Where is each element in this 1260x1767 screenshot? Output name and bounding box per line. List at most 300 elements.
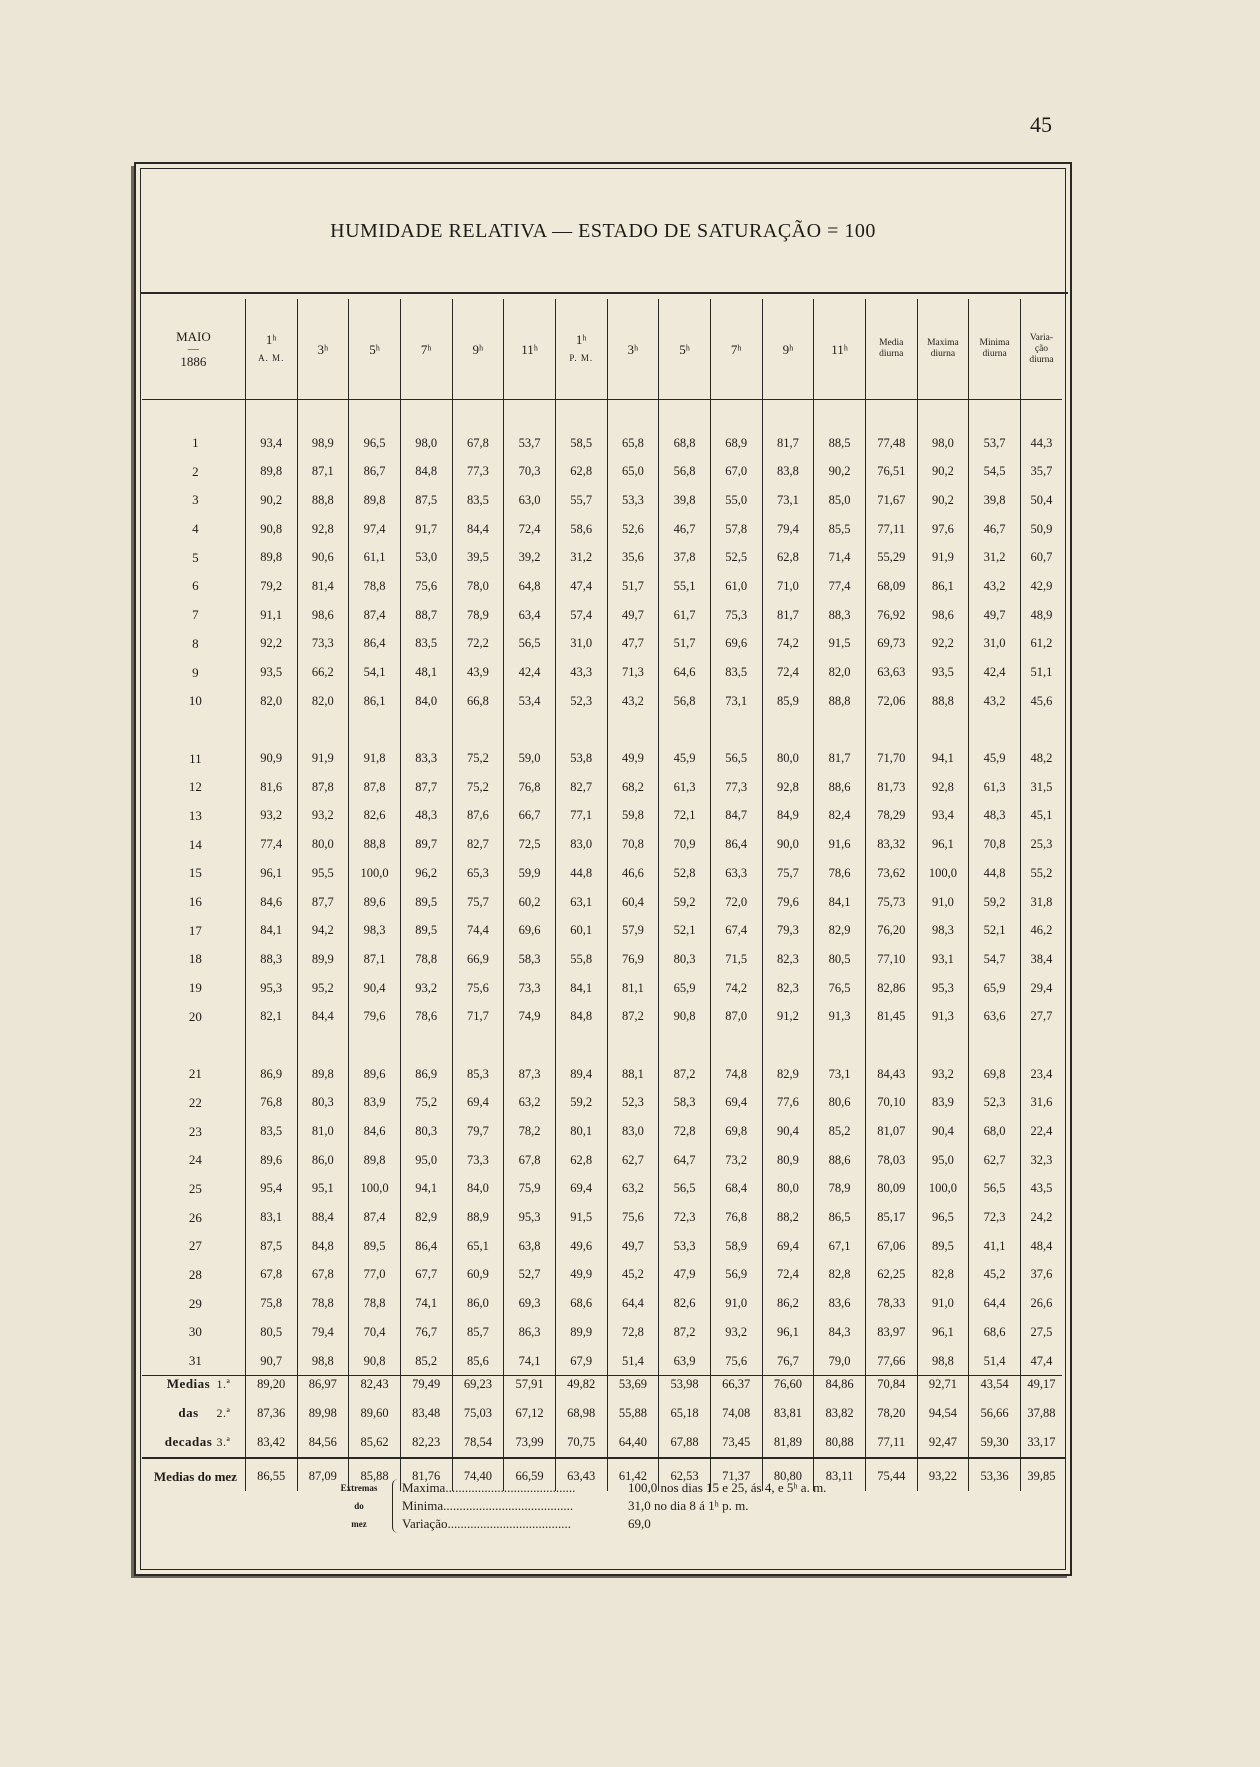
table-cell: 80,0 [762,744,814,773]
table-cell: 81,7 [762,601,814,630]
table-cell: 46,2 [1020,916,1062,945]
table-cell: 69,4 [452,1089,504,1118]
table-cell: 72,8 [607,1318,659,1347]
table-cell: 67,8 [452,429,504,458]
table-row [142,687,1062,716]
table-cell: 89,5 [349,1232,401,1261]
table-cell: 81,07 [865,1117,917,1146]
day-number: 13 [188,807,202,823]
table-cell: 75,44 [865,1462,917,1491]
table-cell: 84,8 [555,1002,607,1031]
table-cell: 95,1 [297,1175,349,1204]
table-cell: 98,9 [297,429,349,458]
table-cell: 60,9 [452,1261,504,1290]
table-cell: 78,33 [865,1289,917,1318]
table-row [142,486,1062,515]
table-cell: 85,7 [452,1318,504,1347]
gap-cell [504,1031,556,1060]
media-diurna-header: Media diurna [865,299,917,400]
table-cell: 70,9 [659,830,711,859]
table-cell: 93,1 [917,945,969,974]
table-cell: 63,2 [607,1175,659,1204]
table-cell: 73,45 [710,1434,762,1463]
gap-cell [917,716,969,745]
table-cell: 73,1 [814,1060,866,1089]
table-cell: 80,3 [400,1117,452,1146]
table-cell: 75,9 [504,1175,556,1204]
extreme-variacao: Variação...................................... 69,0 [402,1516,651,1531]
table-cell: 78,6 [400,1002,452,1031]
table-cell: 61,1 [349,543,401,572]
table-cell: 31,5 [1020,773,1062,802]
table-cell: 82,23 [400,1434,452,1463]
table-cell: 77,0 [349,1261,401,1290]
table-row [142,859,1062,888]
table-cell: 82,7 [555,773,607,802]
table-cell: 89,6 [245,1146,297,1175]
table-cell: 50,9 [1020,515,1062,544]
table-cell: 79,4 [762,515,814,544]
table-cell: 81,45 [865,1002,917,1031]
table-cell: 90,4 [917,1117,969,1146]
table-cell: 59,2 [659,888,711,917]
table-cell: 53,8 [555,744,607,773]
table-cell: 76,8 [710,1203,762,1232]
table-cell: 86,2 [762,1289,814,1318]
table-cell: 98,3 [917,916,969,945]
table-cell: 86,97 [297,1376,349,1405]
gap-cell [400,716,452,745]
table-cell: 31,2 [969,543,1021,572]
table-row [142,1146,1062,1175]
table-cell: 41,1 [969,1232,1021,1261]
table-cell: 82,8 [917,1261,969,1290]
table-cell: 47,7 [607,630,659,659]
table-cell: 61,2 [1020,630,1062,659]
table-cell: 74,2 [762,630,814,659]
table-cell: 58,6 [555,515,607,544]
table-cell: 91,0 [917,888,969,917]
table-cell: 45,9 [969,744,1021,773]
table-row [142,744,1062,773]
table-cell: 70,10 [865,1089,917,1118]
hour-header: 1ʰ P. M. [555,299,607,400]
gap-cell [297,400,349,429]
table-cell: 71,4 [814,543,866,572]
am-label: A. M. [258,353,285,363]
table-cell: 88,1 [607,1060,659,1089]
day-number: 21 [188,1066,202,1082]
table-cell: 87,2 [607,1002,659,1031]
table-cell: 86,3 [504,1318,556,1347]
table-cell: 31,2 [555,543,607,572]
hour-header: 7ʰ [710,299,762,400]
table-cell: 89,8 [245,543,297,572]
table-cell: 86,5 [814,1203,866,1232]
table-cell: 96,1 [245,859,297,888]
table-cell: 89,8 [245,457,297,486]
table-cell: 91,3 [814,1002,866,1031]
table-cell: 83,32 [865,830,917,859]
table-cell: 80,3 [297,1089,349,1118]
table-cell: 62,8 [762,543,814,572]
table-cell: 89,6 [349,888,401,917]
table-cell: 39,2 [504,543,556,572]
table-cell: 66,37 [710,1376,762,1405]
table-cell: 87,1 [349,945,401,974]
table-cell: 92,71 [917,1376,969,1405]
gap-cell [865,400,917,429]
table-cell: 52,3 [969,1089,1021,1118]
table-cell: 58,3 [659,1089,711,1118]
minima-diurna-header: Minima diurna [969,299,1021,400]
table-cell: 76,5 [814,974,866,1003]
table-cell: 87,0 [710,1002,762,1031]
table-cell: 77,48 [865,429,917,458]
gap-cell [659,716,711,745]
table-cell: 69,4 [710,1089,762,1118]
table-cell: 88,2 [762,1203,814,1232]
table-cell: 63,9 [659,1347,711,1376]
table-cell: 64,6 [659,658,711,687]
table-cell: 65,1 [452,1232,504,1261]
table-cell: 84,1 [555,974,607,1003]
table-cell: 80,1 [555,1117,607,1146]
table-cell: 82,6 [659,1289,711,1318]
table-cell: 67,8 [245,1261,297,1290]
table-cell: 74,2 [710,974,762,1003]
table-cell: 78,6 [814,859,866,888]
table-cell: 90,8 [245,515,297,544]
table-cell: 80,6 [814,1089,866,1118]
table-cell: 78,8 [297,1289,349,1318]
table-cell: 90,6 [297,543,349,572]
table-cell: 76,92 [865,601,917,630]
table-cell: 72,5 [504,830,556,859]
table-cell: 93,2 [917,1060,969,1089]
table-row [142,1089,1062,1118]
table-cell: 71,0 [762,572,814,601]
table-cell: 24,2 [1020,1203,1062,1232]
table-cell: 68,98 [555,1405,607,1434]
table-cell: 72,3 [659,1203,711,1232]
table-cell: 87,1 [297,457,349,486]
table-cell: 49,9 [607,744,659,773]
table-cell: 84,1 [814,888,866,917]
day-number: 9 [192,664,199,680]
table-cell: 83,82 [814,1405,866,1434]
table-cell: 91,1 [245,601,297,630]
table-cell: 85,9 [762,687,814,716]
table-cell: 93,2 [400,974,452,1003]
table-cell: 86,9 [245,1060,297,1089]
table-cell: 90,4 [762,1117,814,1146]
table-cell: 85,0 [814,486,866,515]
table-row [142,658,1062,687]
table-cell: 47,4 [555,572,607,601]
table-cell: 74,08 [710,1405,762,1434]
table-cell: 75,6 [400,572,452,601]
table-cell: 65,9 [659,974,711,1003]
table-cell: 67,88 [659,1434,711,1463]
table-cell: 83,42 [245,1434,297,1463]
table-row [142,1232,1062,1261]
pm-label: P. M. [569,353,594,363]
hour-header: 1ʰ A. M. [245,299,297,400]
table-cell: 95,3 [504,1203,556,1232]
table-cell: 98,3 [349,916,401,945]
table-cell: 82,0 [297,687,349,716]
table-row [142,916,1062,945]
day-number: 4 [192,521,199,537]
table-cell: 71,70 [865,744,917,773]
table-cell: 31,0 [555,630,607,659]
table-cell: 86,4 [710,830,762,859]
day-number: 8 [192,635,199,651]
table-cell: 79,4 [297,1318,349,1347]
table-cell: 60,2 [504,888,556,917]
hour-header: 9ʰ [762,299,814,400]
table-cell: 72,0 [710,888,762,917]
table-cell: 60,4 [607,888,659,917]
table-cell: 84,8 [297,1232,349,1261]
table-cell: 81,73 [865,773,917,802]
table-cell: 68,4 [710,1175,762,1204]
table-cell: 63,4 [504,601,556,630]
table-cell: 69,73 [865,630,917,659]
table-cell: 52,7 [504,1261,556,1290]
table-cell: 96,1 [917,830,969,859]
table-row [142,1175,1062,1204]
table-cell: 64,8 [504,572,556,601]
table-cell: 76,7 [762,1347,814,1376]
table-cell: 68,9 [710,429,762,458]
table-cell: 95,0 [917,1146,969,1175]
day-number: 3 [192,492,199,508]
gap-cell [349,716,401,745]
table-cell: 91,6 [814,830,866,859]
gap-cell [297,716,349,745]
title-rule [140,292,1068,294]
table-cell: 85,6 [452,1347,504,1376]
decade-label-text: das [178,1405,199,1421]
table-cell: 76,9 [607,945,659,974]
table-cell: 87,3 [504,1060,556,1089]
table-cell: 96,5 [349,429,401,458]
table-cell: 61,0 [710,572,762,601]
table-cell: 76,8 [245,1089,297,1118]
table-cell: 85,2 [814,1117,866,1146]
table-cell: 91,9 [297,744,349,773]
table-cell: 88,9 [452,1203,504,1232]
gap-cell [555,716,607,745]
table-cell: 80,3 [659,945,711,974]
extremes-rows [402,1479,826,1533]
table-cell: 56,8 [659,457,711,486]
table-cell: 76,8 [504,773,556,802]
table-cell: 80,88 [814,1434,866,1463]
day-number: 16 [188,894,202,910]
table-cell: 48,9 [1020,601,1062,630]
table-cell: 88,8 [349,830,401,859]
decade-label [142,1405,245,1434]
table-cell: 73,1 [762,486,814,515]
table-cell: 95,5 [297,859,349,888]
table-cell: 77,10 [865,945,917,974]
table-cell: 74,40 [452,1462,504,1491]
table-cell: 81,6 [245,773,297,802]
table-cell: 67,8 [504,1146,556,1175]
day-number: 30 [188,1324,202,1340]
table-cell: 88,3 [245,945,297,974]
table-cell: 92,8 [297,515,349,544]
day-number: 26 [188,1209,202,1225]
table-cell: 67,7 [400,1261,452,1290]
table-cell: 91,0 [710,1289,762,1318]
table-cell: 68,6 [555,1289,607,1318]
table-cell: 64,4 [607,1289,659,1318]
table-cell: 93,5 [917,658,969,687]
table-cell: 70,4 [349,1318,401,1347]
table-cell: 82,0 [814,658,866,687]
header-row [142,299,1062,400]
table-row [142,945,1062,974]
table-cell: 58,5 [555,429,607,458]
table-cell: 73,62 [865,859,917,888]
day-number: 6 [192,578,199,594]
table-cell: 89,60 [349,1405,401,1434]
table-cell: 79,6 [762,888,814,917]
table-cell: 79,3 [762,916,814,945]
table-cell: 79,7 [452,1117,504,1146]
table-cell: 90,8 [349,1347,401,1376]
table-cell: 45,6 [1020,687,1062,716]
table-cell: 63,3 [710,859,762,888]
table-cell: 53,0 [400,543,452,572]
table-cell: 82,6 [349,802,401,831]
table-cell: 72,4 [762,658,814,687]
table-cell: 66,2 [297,658,349,687]
day-number: 14 [188,836,202,852]
table-cell: 54,1 [349,658,401,687]
extreme-maxima: Maxima........................................ 100,0 nos dias 15 e 25, ás 4, e 5ʰ a. m. [402,1480,827,1495]
table-cell: 77,3 [452,457,504,486]
table-cell: 83,5 [452,486,504,515]
table-cell: 77,6 [762,1089,814,1118]
table-cell: 91,8 [349,744,401,773]
table-cell: 88,7 [400,601,452,630]
day-number: 7 [192,607,199,623]
table-cell: 90,2 [245,486,297,515]
table-cell: 83,5 [710,658,762,687]
table-cell: 42,9 [1020,572,1062,601]
table-cell: 95,0 [400,1146,452,1175]
table-cell: 66,8 [452,687,504,716]
table-cell: 67,4 [710,916,762,945]
table-cell: 72,2 [452,630,504,659]
table-cell: 96,1 [762,1318,814,1347]
table-cell: 83,0 [607,1117,659,1146]
table-cell: 57,91 [504,1376,556,1405]
table-cell: 79,0 [814,1347,866,1376]
table-cell: 88,8 [814,687,866,716]
table-cell: 81,0 [297,1117,349,1146]
maxima-diurna-header: Maxima diurna [917,299,969,400]
table-cell: 65,3 [452,859,504,888]
table-cell: 75,6 [607,1203,659,1232]
table-cell: 53,3 [607,486,659,515]
table-cell: 87,2 [659,1318,711,1347]
gap-cell [710,1031,762,1060]
table-cell: 63,0 [504,486,556,515]
gap-cell [762,716,814,745]
table-cell: 57,9 [607,916,659,945]
table-cell: 67,0 [710,457,762,486]
table-cell: 35,6 [607,543,659,572]
table-cell: 78,0 [452,572,504,601]
table-cell: 67,1 [814,1232,866,1261]
table-cell: 35,7 [1020,457,1062,486]
gap-cell [917,1031,969,1060]
table-row [142,1289,1062,1318]
table-cell: 52,1 [969,916,1021,945]
table-cell: 54,7 [969,945,1021,974]
table-cell: 56,5 [710,744,762,773]
table-cell: 78,2 [504,1117,556,1146]
table-cell: 75,8 [245,1289,297,1318]
table-row [142,572,1062,601]
table-cell: 95,3 [245,974,297,1003]
table-cell: 92,47 [917,1434,969,1463]
table-row [142,1318,1062,1347]
month-header [142,299,245,400]
table-cell: 53,69 [607,1376,659,1405]
hour-header: 11ʰ [504,299,556,400]
table-cell: 92,2 [245,630,297,659]
table-cell: 60,7 [1020,543,1062,572]
table-cell: 87,7 [297,888,349,917]
table-cell: 86,4 [400,1232,452,1261]
table-cell: 90,0 [762,830,814,859]
table-cell: 48,3 [969,802,1021,831]
gap-cell [555,1031,607,1060]
hour-header: 5ʰ [659,299,711,400]
table-cell: 65,0 [607,457,659,486]
gap-cell [607,400,659,429]
table-cell: 72,3 [969,1203,1021,1232]
table-cell: 55,8 [555,945,607,974]
table-cell: 97,4 [349,515,401,544]
table-cell: 83,6 [814,1289,866,1318]
table-cell: 52,3 [607,1089,659,1118]
gap-cell [452,400,504,429]
table-cell: 43,54 [969,1376,1021,1405]
table-cell: 70,8 [607,830,659,859]
table-cell: 56,8 [659,687,711,716]
table-cell: 71,37 [710,1462,762,1491]
day-number: 10 [188,693,202,709]
table-cell: 53,3 [659,1232,711,1261]
table-cell: 67,9 [555,1347,607,1376]
table-cell: 76,20 [865,916,917,945]
gap-cell [504,400,556,429]
table-cell: 100,0 [917,1175,969,1204]
table-cell: 95,3 [917,974,969,1003]
table-cell: 39,8 [969,486,1021,515]
hour-header: 5ʰ [349,299,401,400]
table-cell: 44,3 [1020,429,1062,458]
gap-cell [814,400,866,429]
